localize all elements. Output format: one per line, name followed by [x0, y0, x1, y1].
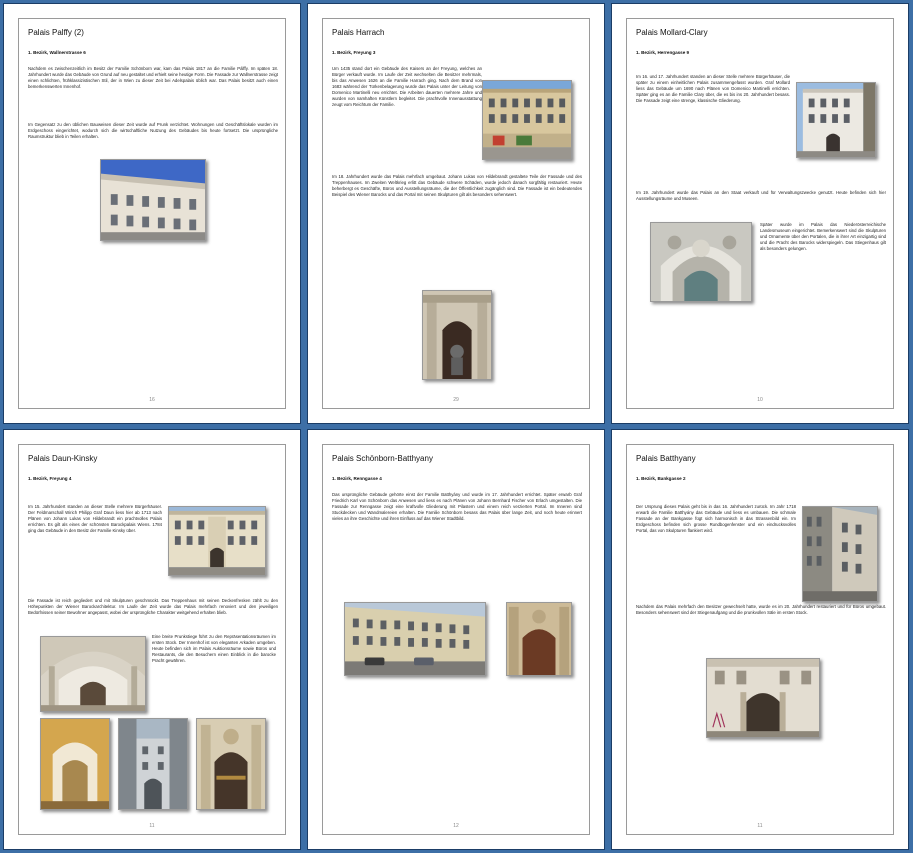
page-title: Palais Harrach	[332, 28, 385, 37]
page-number: 29	[453, 397, 459, 403]
photo-palace-portal	[422, 290, 492, 380]
body-text: Nachdem es zwischenzeitlich im Besitz der Familie Schönborn war, kam das Palais 1817 an die Familie Pálffy. Im späten 18. Jahrhundert wurde das Gebäude von Grund auf neu gestaltet und erhielt seine heutige Form. Die Fassade zur Wallnerstrasse zeigt einen schlichten, frühklassizistischen Stil, der in Wien zu dieser Zeit bei Adelspalais üblich war. Das Palais besitzt auch einen bemerkenswerten Innenhof.	[28, 66, 278, 89]
page	[611, 429, 909, 850]
page-address: 1. Bezirk, Herrengasse 9	[636, 50, 690, 55]
photo-staircase	[40, 718, 110, 810]
body-text: Im 19. Jahrhundert wurde das Palais an den Staat verkauft und für Verwaltungszwecke genutzt. Heute befinden sich hier Ausstellungsräume und Museen.	[636, 190, 886, 201]
page-number: 11	[757, 823, 763, 829]
photo-portal	[506, 602, 572, 676]
page-address: 1. Bezirk, Bankgasse 2	[636, 476, 686, 481]
body-text: Das ursprüngliche Gebäude gehörte einst der Familie Batthyány und wurde im 17. Jahrhundert errichtet. Später erwarb Graf Friedrich Karl von Schönborn das Anwesen und liess es nach Plänen von Johann Bernhard Fischer von Erlach umgestalten. Die Fassade zur Renngasse zeigt eine kraftvolle Gliederung mit Pilastern und einem reich verzierten Portal. Im Inneren sind Stuckdecken und Wandmalereien erhalten. Die Familie Schönborn besass das Palais über lange Zeit, und noch heute erinnert vieles an ihre Geschichte und ihren Einfluss auf das Wiener Stadtbild.	[332, 492, 582, 521]
body-text: Nachdem das Palais mehrfach den Besitzer gewechselt hatte, wurde es im 20. Jahrhundert restauriert und für Büros umgebaut. Besonders sehenswert sind der Stiegenaufgang und die prunkvollen Säle im ersten Stock.	[636, 604, 886, 615]
page-title: Palais Batthyany	[636, 454, 696, 463]
photo-courtyard	[118, 718, 188, 810]
photo-palace-facade-ornate	[706, 658, 820, 738]
photo-palace-street	[802, 506, 878, 602]
page-address: 1. Bezirk, Freyung 4	[28, 476, 72, 481]
body-text: Um 1435 stand dort ein Gebäude des Kaisers an der Freyung, welches an Bürger verkauft wurde. Im Laufe der Zeit wechselten die Besitzer mehrmals, bis das Anwesen 1626 an die Familie Harrach ging. Nach dem Brand von 1683 während der Türkenbelagerung wurde das Palais unter der Leitung von Domenico Martinelli neu errichtet. Die Arbeiten dauerten mehrere Jahre und wurden von namhaften Künstlern begleitet. Die prachtvolle Innenausstattung zeugt vom Reichtum der Familie.	[332, 66, 482, 107]
page-address: 1. Bezirk, Freyung 3	[332, 50, 376, 55]
photo-ornament-detail	[650, 222, 752, 302]
page-title: Palais Schönborn-Batthyany	[332, 454, 433, 463]
body-text: Die Fassade ist reich gegliedert und mit Skulpturen geschmückt. Das Treppenhaus mit seinen Deckenfresken zählt zu den Höhepunkten der Wiener Barockarchitektur. Im Laufe der Zeit wurde das Palais mehrfach renoviert und den jeweiligen Bedürfnissen seiner Bewohner angepasst, wobei der ursprüngliche Charakter weitgehend erhalten blieb.	[28, 598, 278, 615]
body-text: Eine breite Prunkstiege führt zu den Repräsentationsräumen im ersten Stock. Der Innenhof ist von eleganten Arkaden umgeben. Heute befinden sich im Palais Auktionsräume sowie Büros und Restaurants, die den Besuchern einen Einblick in die barocke Pracht gewähren.	[152, 634, 276, 663]
body-text: Im 15. Jahrhundert standen an dieser Stelle mehrere Bürgerhäuser. Der Feldmarschall Wirich Philipp Graf Daun liess hier ab 1713 nach Plänen von Johann Lukas von Hildebrandt ein prachtvolles Palais errichten. Es gilt als eines der schönsten Barockpalais Wiens. 1784 ging das Gebäude in den Besitz der Familie Kinsky über.	[28, 504, 162, 533]
photo-palace-corner	[796, 82, 876, 158]
page-number: 10	[757, 397, 763, 403]
page	[307, 429, 605, 850]
page	[3, 3, 301, 424]
page	[3, 429, 301, 850]
page-number: 11	[149, 823, 155, 829]
page	[307, 3, 605, 424]
body-text: Im 18. Jahrhundert wurde das Palais mehrfach umgebaut. Johann Lukas von Hildebrandt gestaltete Teile der Fassade und des Treppenhauses. Im Zweiten Weltkrieg erlitt das Gebäude schwere Schäden, wurde jedoch danach sorgfältig restauriert. Heute beherbergt es Geschäfte, Büros und Ausstellungsräume, die der Öffentlichkeit zugänglich sind. Die Fassade ist ein bedeutendes Beispiel des Wiener Barocks und das Portal mit seinen Skulpturen gilt als besonders sehenswert.	[332, 174, 582, 197]
photo-palace-street	[344, 602, 486, 676]
photo-palace-facade	[100, 159, 206, 241]
body-text: Im 16. und 17. Jahrhundert standen an dieser Stelle mehrere Bürgerhäuser, die später zu einem einheitlichen Palais zusammengefasst wurden. Graf Mollard liess das Gebäude um 1690 nach Plänen von Domenico Martinelli errichten. Später ging es an die Familie Clary über, die es bis ins 20. Jahrhundert besass. Die Fassade zeigt eine strenge, klassische Gliederung.	[636, 74, 790, 103]
body-text: Später wurde im Palais das Niederösterreichische Landesmuseum eingerichtet. Bemerkenswert sind die Skulpturen und Ornamente über den Portalen, die in ihrer Art einzigartig sind und die Pracht des Barocks widerspiegeln. Das Stiegenhaus gilt als besonders gelungen.	[760, 222, 886, 251]
page-number: 16	[149, 397, 155, 403]
body-text: Der Ursprung dieses Palais geht bis in das 16. Jahrhundert zurück. Im Jahr 1718 erwarb die Familie Batthyány das Gebäude und liess es umbauen. Die schmale Fassade an der Bankgasse fügt sich harmonisch in das Strassenbild ein. Im Erdgeschoss befinden sich grosse Rundbogenfenster und ein eindrucksvolles Portal, das von Skulpturen flankiert wird.	[636, 504, 796, 533]
photo-portal-detail	[196, 718, 266, 810]
page-address: 1. Bezirk, Wallnerstrasse 6	[28, 50, 86, 55]
page-title: Palais Palffy (2)	[28, 28, 84, 37]
photo-interior-hall	[40, 636, 146, 712]
page-title: Palais Mollard-Clary	[636, 28, 708, 37]
page-address: 1. Bezirk, Renngasse 4	[332, 476, 382, 481]
photo-palace-facade	[168, 506, 266, 576]
body-text: Im Gegensatz zu den üblichen Bauweisen dieser Zeit wurde auf Prunk verzichtet. Wohnungen und Geschäftslokale wurden im Erdgeschoss eingerichtet, wodurch sich die wirtschaftliche Nutzung des Gebäudes bis heute fortsetzt. Die ursprüngliche Raumstruktur blieb in Teilen erhalten.	[28, 122, 278, 139]
page	[611, 3, 909, 424]
page-title: Palais Daun-Kinsky	[28, 454, 98, 463]
photo-palace-street	[482, 80, 572, 160]
page-number: 12	[453, 823, 459, 829]
